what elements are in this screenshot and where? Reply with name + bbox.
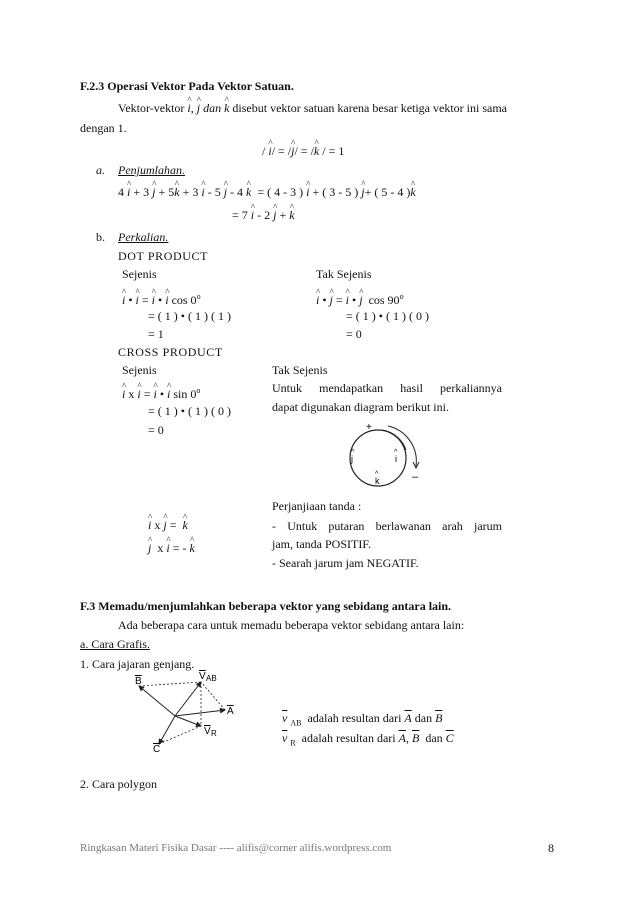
coef: + 3 (182, 185, 199, 199)
unit-j: j ^ (273, 208, 276, 222)
coef: + 5 (158, 185, 175, 199)
dot-sejenis-label: Sejenis (122, 267, 157, 281)
magnitude-equation: / i ^/ = /j ^/ = /k ^ / = 1 (262, 144, 344, 158)
unit-j: j ^ (224, 185, 227, 199)
coef: - 2 (257, 208, 271, 222)
dot-same-l2: = ( 1 ) • ( 1 ) ( 1 ) (148, 309, 231, 323)
unit-j: j ^ (197, 101, 200, 115)
dashed-line (201, 682, 225, 710)
cross-product-title: CROSS PRODUCT (118, 345, 223, 359)
comma: , (405, 731, 409, 745)
convention-3: - Searah jarum jam NEGATIF. (272, 556, 419, 570)
mag-i: i ^ (268, 144, 271, 158)
section-title-f3: F.3 Memadu/menjumlahkan beberapa vektor yang sebidang antara lain. (80, 599, 452, 613)
convention-title: Perjanjiaan tanda : (272, 499, 362, 513)
unit-i: i ^ (306, 185, 309, 199)
fig-label-vab: V (199, 671, 206, 682)
unit-i: i ^ (201, 185, 204, 199)
dot-same-eq: i ^ • i ^ = i ^ • i ^ cos 0$^o$ (122, 290, 201, 307)
rhs: + ( 3 - 5 ) (312, 185, 359, 199)
unit-j: j ^ (152, 185, 155, 199)
intro-text-c: dengan 1. (80, 121, 127, 135)
vec-b: $\overline{B}$ (411, 731, 420, 745)
cara-polygon: 2. Cara polygon (80, 777, 157, 791)
fig-label-a: A (227, 706, 234, 717)
rhs: + ( 5 - 4 ) (364, 185, 411, 199)
convention-2: jam, tanda POSITIF. (272, 537, 372, 551)
svg-text:^: ^ (351, 449, 355, 456)
coef: - 4 (230, 185, 244, 199)
diagram-i: i (395, 454, 397, 464)
magnitude-tail: = 1 (328, 144, 345, 158)
parallelogram-figure (125, 670, 255, 755)
cara-jajaran: 1. Cara jajaran genjang. (80, 657, 195, 671)
fig-label-vab-sub: AB (206, 674, 217, 683)
fig-label-vr-sub: R (211, 729, 217, 738)
unit-i: i ^ (166, 541, 169, 555)
dot-same-l3: = 1 (148, 327, 164, 341)
convention-1: - Untuk putaran berlawanan arah jarum (272, 519, 502, 533)
vector-ab (175, 682, 201, 716)
cos-term: cos 90 (368, 293, 400, 307)
degree: o (196, 386, 201, 395)
dan: dan (425, 731, 443, 745)
unit-i: i ^ (137, 387, 140, 401)
penjumlahan-title: Penjumlahan. (118, 163, 185, 177)
intro-text-a: Vektor-vektor (118, 101, 185, 115)
cross-tak-sejenis-label: Tak Sejenis (272, 363, 328, 377)
sum-line-2 (232, 208, 295, 222)
cross-rule-1: i ^ x j ^ = k ^ (148, 518, 188, 532)
unit-i: i ^ (316, 293, 319, 307)
unit-i: i ^ (122, 387, 125, 401)
dot-tak-sejenis-label: Tak Sejenis (316, 267, 372, 281)
unit-i: i ^ (136, 293, 139, 307)
dot-diff-l2: = ( 1 ) • ( 1 ) ( 0 ) (346, 309, 429, 323)
v-sub-ab: AB (290, 718, 302, 728)
vector-r (175, 716, 201, 726)
cross-same-l2: = ( 1 ) • ( 1 ) ( 0 ) (148, 404, 231, 418)
vec-c: $\overline{C}$ (445, 731, 454, 745)
diagram-k: k (375, 476, 380, 486)
unit-i: i ^ (148, 518, 151, 532)
intro-line: Vektor-vektor i ^, j ^ dan k ^ disebut vektor satuan karena besar ketiga vektor ini sama (118, 101, 560, 115)
degree: o (399, 292, 404, 301)
v-symbol: $\overline{v}$ (282, 711, 288, 725)
intro-text-b: disebut vektor satuan karena besar ketiga vektor ini sama (232, 101, 507, 115)
coef: = 7 (232, 208, 248, 222)
resultant-ab (282, 711, 442, 730)
cross-sejenis-label: Sejenis (122, 363, 157, 377)
dashed-line (159, 726, 201, 744)
intro-dan: dan (203, 101, 222, 115)
sin-term: sin 0 (173, 387, 197, 401)
f3-intro: Ada beberapa cara untuk memadu beberapa vektor sebidang antara lain: (118, 618, 465, 632)
v-sub-r: R (290, 738, 296, 748)
vec-b: $\overline{B}$ (435, 711, 443, 725)
cross-text-b: dapat digunakan diagram berikut ini. (272, 400, 449, 414)
unit-k: k ^ (410, 185, 415, 199)
unit-k: k ^ (189, 541, 194, 555)
vec-a: $\overline{A}$ (404, 711, 412, 725)
unit-i: i ^ (167, 387, 170, 401)
unit-k: k ^ (224, 101, 229, 115)
unit-k: k ^ (289, 208, 294, 222)
unit-j: j ^ (163, 518, 166, 532)
unit-i: i ^ (346, 293, 349, 307)
cross-x: x (157, 541, 164, 555)
cross-rule-2: j ^ x i ^ = - k ^ (148, 541, 195, 555)
unit-i: i ^ (127, 185, 130, 199)
cara-grafis: a. Cara Grafis. (80, 637, 150, 651)
resultant-text: adalah resultan dari (301, 731, 396, 745)
unit-k: k ^ (174, 185, 179, 199)
perkalian-title: Perkalian. (118, 230, 169, 244)
degree: o (196, 292, 201, 301)
vec-a: $\overline{A}$ (398, 731, 406, 745)
footer-text: Ringkasan Materi Fisika Dasar ---- alifis@corner alifis.wordpress.com (80, 842, 392, 854)
diagram-minus: – (412, 471, 419, 483)
cross-x: x (128, 387, 135, 401)
unit-j: j ^ (359, 293, 362, 307)
vector-b (139, 686, 175, 716)
dot-diff-l3: = 0 (346, 327, 362, 341)
unit-k: k ^ (182, 518, 187, 532)
unit-i: i ^ (152, 293, 155, 307)
unit-k: k ^ (246, 185, 251, 199)
rhs: = ( 4 - 3 ) (257, 185, 304, 199)
clockwise-arrow (388, 426, 416, 466)
coef: - 5 (207, 185, 221, 199)
diagram-j: j (351, 454, 353, 464)
cross-same-eq: i ^ x i ^ = i ^ • i ^ sin 0$^o$ (122, 384, 200, 401)
mag-j: j ^ (291, 144, 294, 158)
unit-i: i ^ (122, 293, 125, 307)
section-title-f23: F.2.3 Operasi Vektor Pada Vektor Satuan. (80, 79, 294, 93)
unit-j: j ^ (361, 185, 364, 199)
v-symbol: $\overline{v}$ (282, 731, 288, 745)
coef: + (279, 208, 287, 222)
fig-label-vr: V (204, 726, 211, 737)
unit-i: i ^ (153, 387, 156, 401)
fig-label-c: C (153, 744, 161, 755)
diagram-plus: + (366, 422, 372, 433)
dot-diff-eq: i ^ • j ^ = i ^ • j ^ cos 90$^o$ (316, 290, 404, 307)
vector-c (159, 716, 175, 744)
rotation-diagram (330, 418, 440, 498)
dashed-line (139, 682, 201, 686)
coef: + 3 (133, 185, 150, 199)
unit-j: j ^ (330, 293, 333, 307)
vector-a (175, 710, 225, 716)
dan: dan (414, 711, 433, 725)
unit-j: j ^ (148, 541, 151, 555)
cross-x: x (154, 518, 161, 532)
mag-k: k ^ (314, 144, 319, 158)
resultant-r (282, 731, 454, 750)
item-label-b: b. (96, 230, 105, 244)
sum-line-1 (118, 185, 416, 199)
cos-term: cos 0 (171, 293, 197, 307)
svg-text:^: ^ (375, 471, 379, 478)
cross-same-l3: = 0 (148, 423, 164, 437)
dot-product-title: DOT PRODUCT (118, 249, 209, 263)
svg-text:^: ^ (394, 449, 398, 456)
unit-i: i ^ (187, 101, 190, 115)
unit-i: i ^ (251, 208, 254, 222)
page-number: 8 (548, 841, 554, 855)
coef: 4 (118, 185, 124, 199)
cross-text-a: Untuk mendapatkan hasil perkaliannya (272, 381, 502, 395)
resultant-text: adalah resultan dari (307, 711, 402, 725)
item-label-a: a. (96, 163, 105, 177)
unit-i: i ^ (165, 293, 168, 307)
fig-label-b: B (135, 676, 142, 687)
